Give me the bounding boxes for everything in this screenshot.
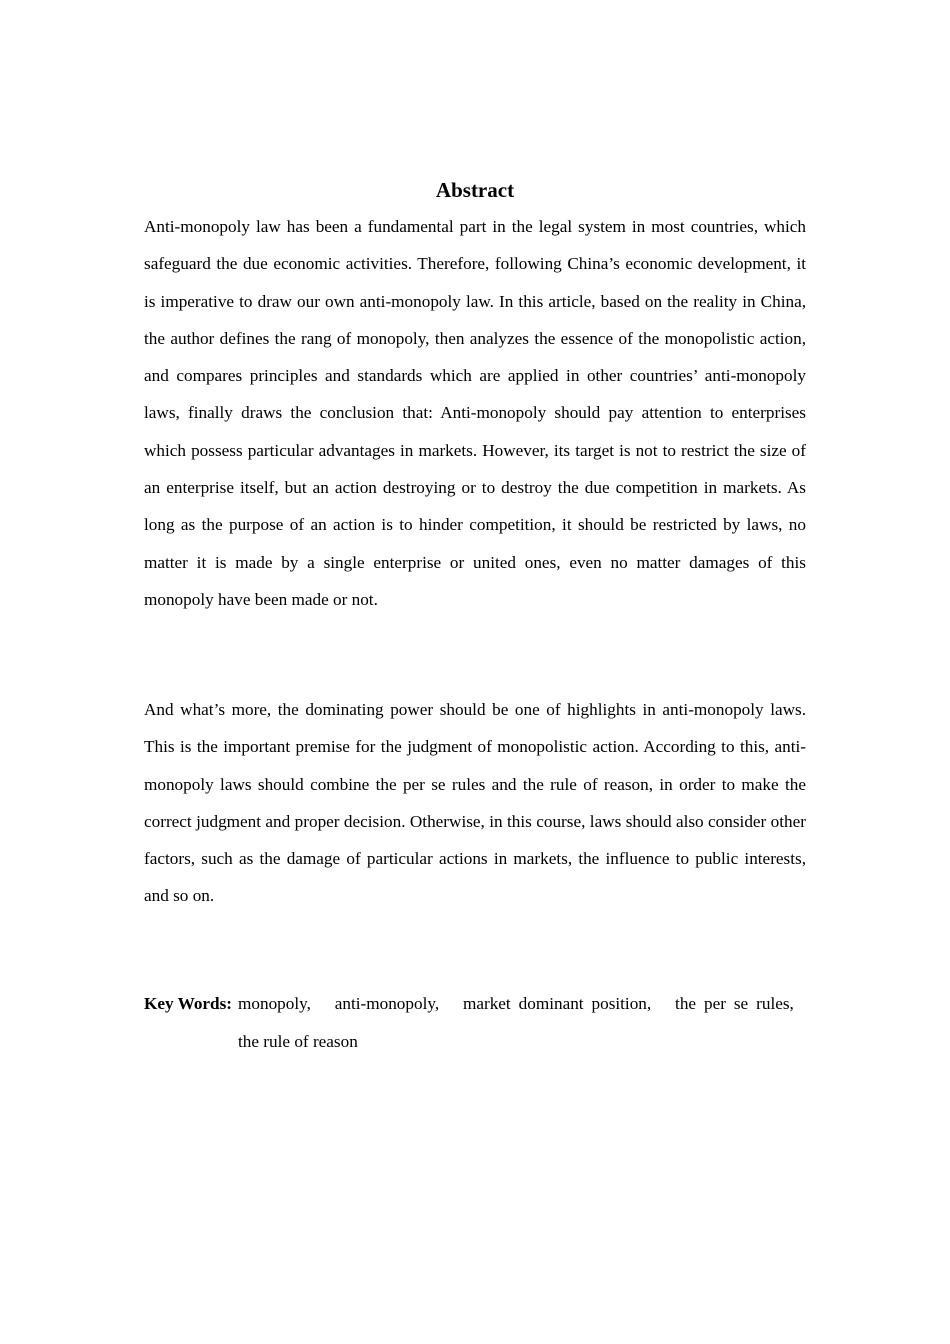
keywords-label: Key Words: [144,994,233,1013]
abstract-paragraph-1: Anti-monopoly law has been a fundamental part in the legal system in most countries, which safeguard the due economic activities. Therefore, following China’s economic development, it is imperative to draw our own anti-monopoly law. In this article, based on the reality in China, the author defines the rang of monopoly, then analyzes the essence of the monopolistic action, and compares principles and standards which are applied in other countries’ anti-monopoly laws, finally draws the conclusion that: Anti-monopoly should pay attention to enterprises which possess particular advantages in markets. However, its target is not to restrict the size of an enterprise itself, but an action destroying or to destroy the due competition in markets. As long as the purpose of an action is to hinder competition, it should be restricted by laws, no matter it is made by a single enterprise or united ones, even no matter damages of this monopoly have been made or not. [144,217,806,609]
keyword-item: market dominant position, [462,994,652,1013]
keywords-section [144,985,806,1061]
keyword-item: monopoly, [238,994,311,1013]
keyword-item: the per se rules, [675,994,794,1013]
keyword-item: the rule of reason [238,1032,358,1051]
keywords-list [238,985,806,1061]
abstract-paragraph-2: And what’s more, the dominating power should be one of highlights in anti-monopoly laws. This is the important premise for the judgment of monopolistic action. According to this, anti-monopoly laws should combine the per se rules and the rule of reason, in order to make the correct judgment and proper decision. Otherwise, in this course, laws should also consider other factors, such as the damage of particular actions in markets, the influence to public interests, and so on. [144,700,806,906]
keyword-item: anti-monopoly, [334,994,440,1013]
abstract-title: Abstract [435,178,515,202]
